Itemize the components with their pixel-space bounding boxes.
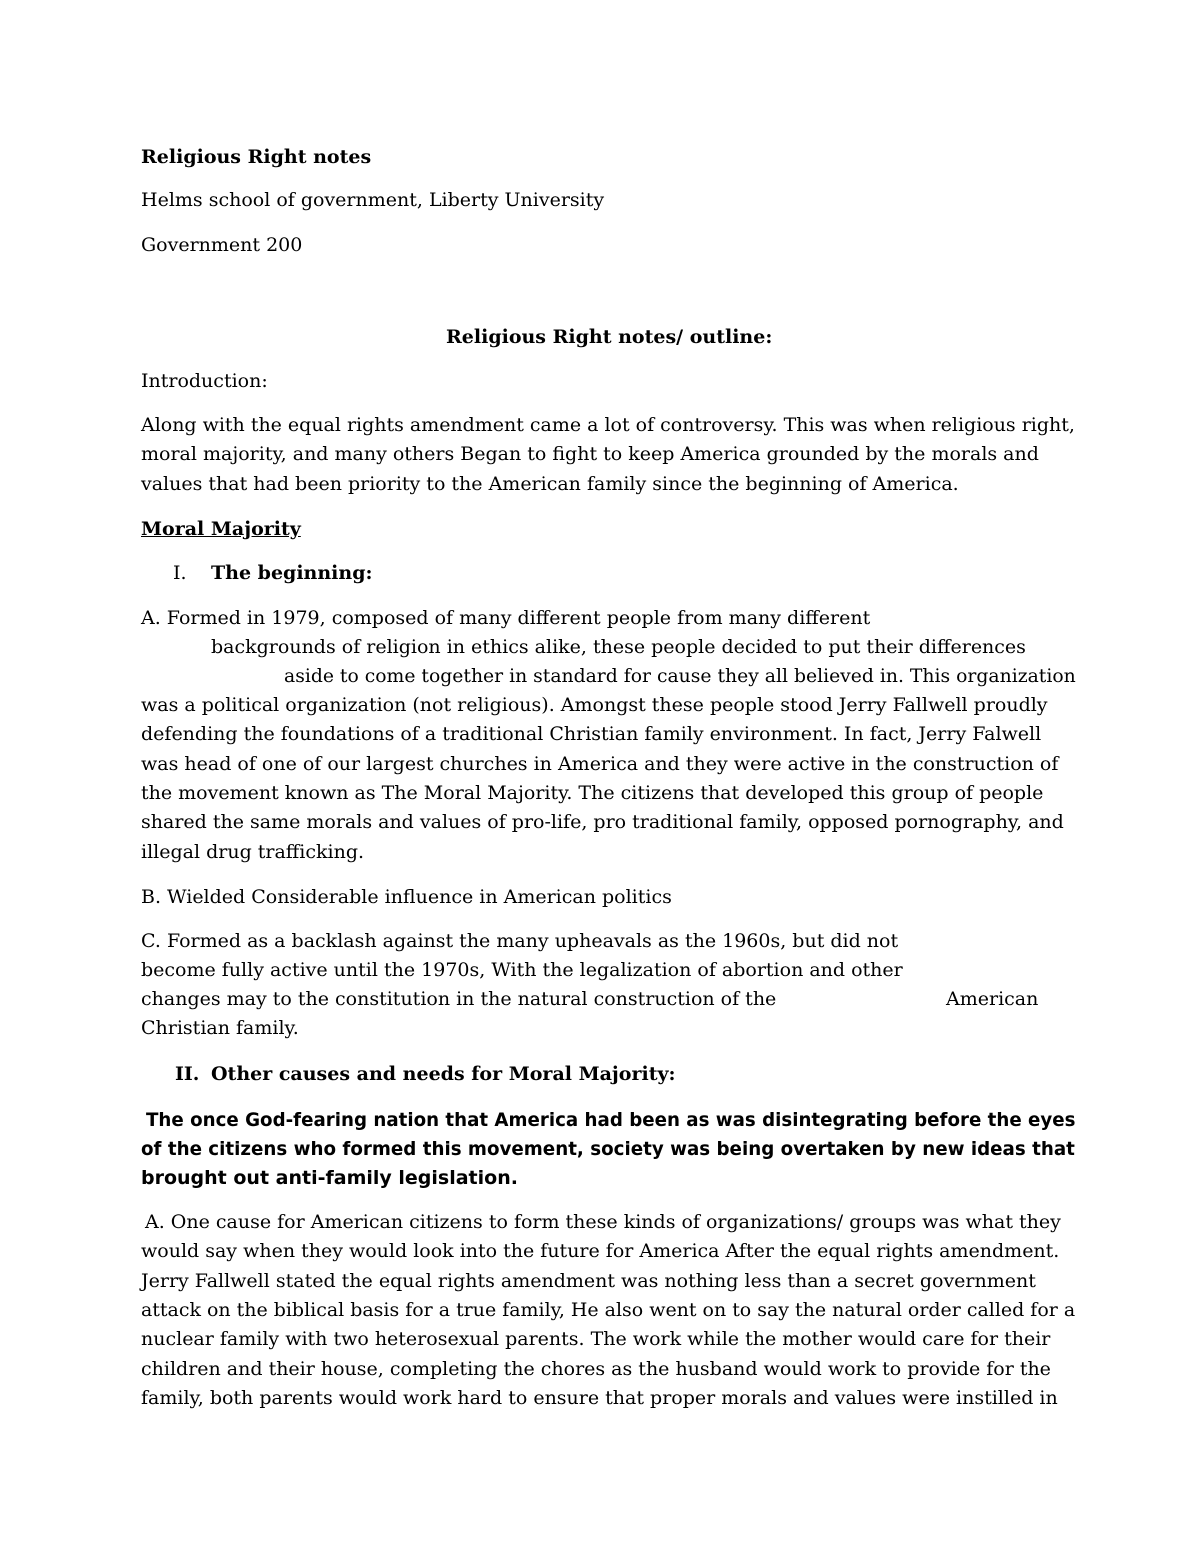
part1-a-line: backgrounds of religion in ethics alike, these people decided to put their differences: [211, 636, 1026, 658]
part1-c-line: C. Formed as a backlash against the many upheavals as the 1960s, but did not: [141, 930, 899, 952]
outline-title: Religious Right notes/ outline:: [446, 326, 773, 348]
part2-bold-line: of the citizens who formed this movement, society was being overtaken by new ideas that: [141, 1138, 1075, 1160]
part1-numeral: I.: [173, 562, 187, 584]
part1-heading: [173, 559, 373, 589]
part2-bold-line: The once God-fearing nation that America had been as was disintegrating before the eyes: [146, 1109, 1076, 1131]
part2-numeral: II.: [175, 1063, 200, 1085]
part2-a-line: would say when they would look into the future for America After the equal rights amendment.: [141, 1240, 1060, 1262]
course-name: Government 200: [141, 234, 303, 256]
part2-heading-text: Other causes and needs for Moral Majority:: [211, 1063, 676, 1085]
part1-a-line: aside to come together in standard for cause they all believed in. This organization: [284, 665, 1076, 687]
part2-bold-line: brought out anti-family legislation.: [141, 1167, 518, 1189]
intro-line: values that had been priority to the American family since the beginning of America.: [141, 473, 959, 495]
part1-c-line: become fully active until the 1970s, With the legalization of abortion and other: [141, 959, 903, 981]
part2-a-line: A. One cause for American citizens to form these kinds of organizations/ groups was what they: [145, 1211, 1061, 1233]
part2-heading: [175, 1060, 676, 1090]
document-title: Religious Right notes: [141, 146, 372, 168]
part1-heading-text: The beginning:: [211, 562, 373, 584]
part2-a-line: Jerry Fallwell stated the equal rights amendment was nothing less than a secret government: [141, 1270, 1036, 1292]
part1-a-line: was a political organization (not religious). Amongst these people stood Jerry Fallwell proudly: [141, 694, 1048, 716]
part1-c-line: changes may to the constitution in the natural construction of the: [141, 988, 777, 1010]
part2-a-line: nuclear family with two heterosexual parents. The work while the mother would care for their: [141, 1328, 1051, 1350]
part2-a-line: family, both parents would work hard to ensure that proper morals and values were instilled in: [141, 1387, 1058, 1409]
part1-a-line: was head of one of our largest churches in America and they were active in the construction of: [141, 753, 1059, 775]
part1-c-line: American: [946, 988, 1039, 1010]
part1-a-line: the movement known as The Moral Majority. The citizens that developed this group of people: [141, 782, 1044, 804]
part1-a-line: defending the foundations of a traditional Christian family environment. In fact, Jerry Falwell: [141, 723, 1042, 745]
part1-a-line: shared the same morals and values of pro-life, pro traditional family, opposed pornography, and: [141, 811, 1064, 833]
part2-a-line: attack on the biblical basis for a true family, He also went on to say the natural order called for a: [141, 1299, 1076, 1321]
school-name: Helms school of government, Liberty University: [141, 189, 605, 211]
section-heading: Moral Majority: [141, 518, 301, 540]
intro-line: moral majority, and many others Began to fight to keep America grounded by the morals and: [141, 443, 1039, 465]
part2-a-line: children and their house, completing the chores as the husband would work to provide for the: [141, 1358, 1051, 1380]
introduction-label: Introduction:: [141, 370, 268, 392]
intro-line: Along with the equal rights amendment came a lot of controversy. This was when religious right,: [141, 414, 1075, 436]
part1-b-line: B. Wielded Considerable influence in American politics: [141, 886, 672, 908]
part1-a-line: A. Formed in 1979, composed of many different people from many different: [141, 607, 871, 629]
part1-a-line: illegal drug trafficking.: [141, 841, 365, 863]
part1-c-line: Christian family.: [141, 1017, 299, 1039]
